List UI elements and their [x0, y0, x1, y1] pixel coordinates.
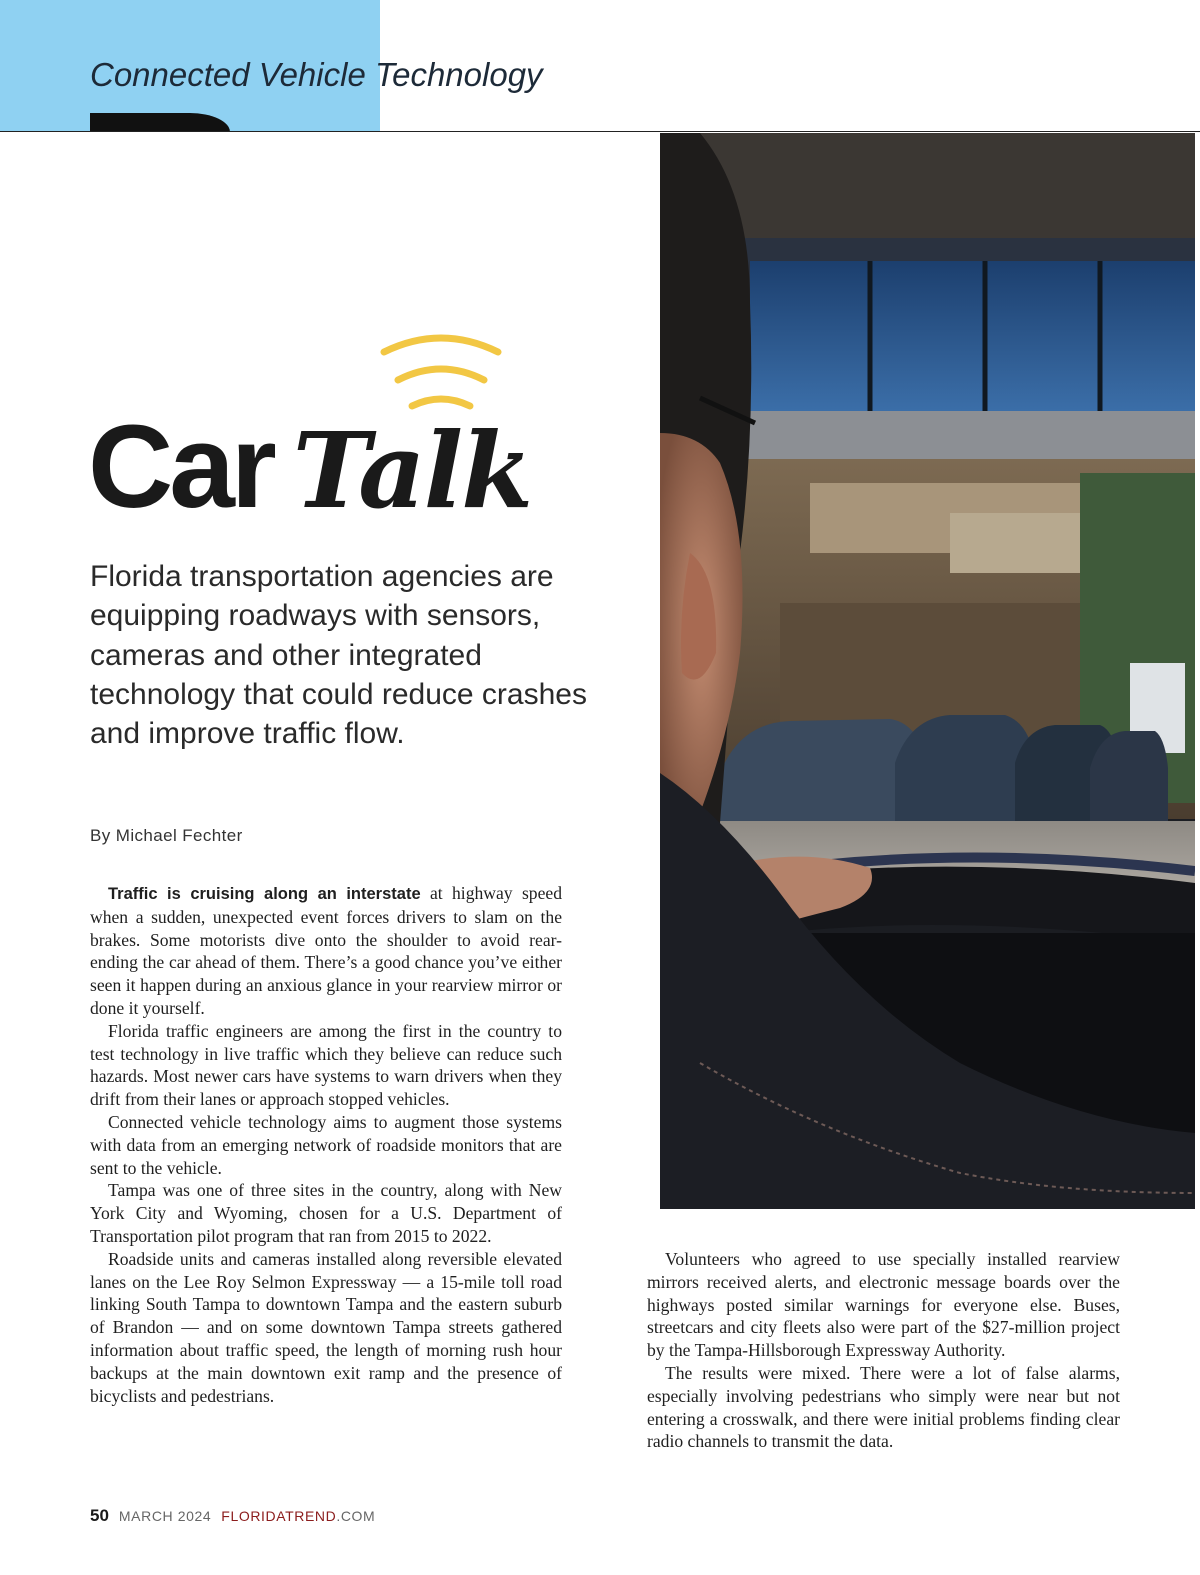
headline [88, 401, 532, 533]
headline-word-talk: Talk [292, 409, 532, 532]
body-paragraph: Volunteers who agreed to use specially installed rearview mirrors received alerts, and electronic message boards over the highways posted similar warnings for everyone else. Buses, streetcars and city fleets also were part of the $27-million project by the Tampa-Hillsborough Expressway Authority. [647, 1249, 1120, 1361]
paragraph-text: at highway speed when a sudden, unexpected event forces drivers to slam on the brakes. Some motorists dive onto the shoulder to avoid rear-ending the car ahead of them. There’s a good chance you’ve either seen it happen during an anxious glance in your rearview mirror or done it yourself. [90, 883, 562, 1018]
body-paragraph: Roadside units and cameras installed along reversible elevated lanes on the Lee Roy Selmon Expressway — a 15-mile toll road linking South Tampa to downtown Tampa and the eastern suburb of Brandon — and on some downtown Tampa streets gathered information about traffic speed, the length of morning rush hour backups at the main downtown exit ramp and the presence of bicyclists and pedestrians. [90, 1248, 562, 1406]
section-title: Connected Vehicle Technology [90, 56, 543, 93]
section-tab-shape [90, 113, 230, 132]
lede-phrase: Traffic is cruising along an interstate [108, 885, 421, 903]
site-tld: .COM [336, 1508, 376, 1524]
issue-date: MARCH 2024 [118, 1508, 212, 1524]
article-deck: Florida transportation agencies are equipping roadways with sensors, cameras and other integrated technology that could reduce crashes and improve traffic flow. [90, 560, 587, 751]
body-paragraph: Florida traffic engineers are among the first in the country to test technology in live traffic which they believe can reduce such hazards. Most newer cars have systems to warn drivers when they drift from their lanes or approach stopped vehicles. [90, 1020, 562, 1110]
headline-word-car: Car [88, 401, 273, 533]
signal-waves-icon [380, 330, 502, 412]
header-rule [0, 131, 1200, 132]
driver-photo-illustration [660, 133, 1195, 1209]
page-number: 50 [90, 1506, 109, 1525]
site-brand: FLORIDATREND [221, 1508, 337, 1524]
body-column-right [647, 1248, 1120, 1453]
body-paragraph: Connected vehicle technology aims to augment those systems with data from an emerging network of roadside monitors that are sent to the vehicle. [90, 1111, 562, 1178]
body-paragraph: The results were mixed. There were a lot of false alarms, especially involving pedestrians who simply were near but not entering a crosswalk, and there were initial problems finding clear radio channels to transmit the data. [647, 1362, 1120, 1452]
page-footer [90, 1506, 375, 1526]
byline: By Michael Fechter [90, 826, 243, 845]
body-column-left [90, 882, 562, 1407]
body-paragraph: Tampa was one of three sites in the country, along with New York City and Wyoming, chosen for a U.S. Department of Transportation pilot program that ran from 2015 to 2022. [90, 1180, 562, 1246]
body-paragraph [90, 882, 562, 1020]
driver-photo [660, 133, 1195, 1209]
